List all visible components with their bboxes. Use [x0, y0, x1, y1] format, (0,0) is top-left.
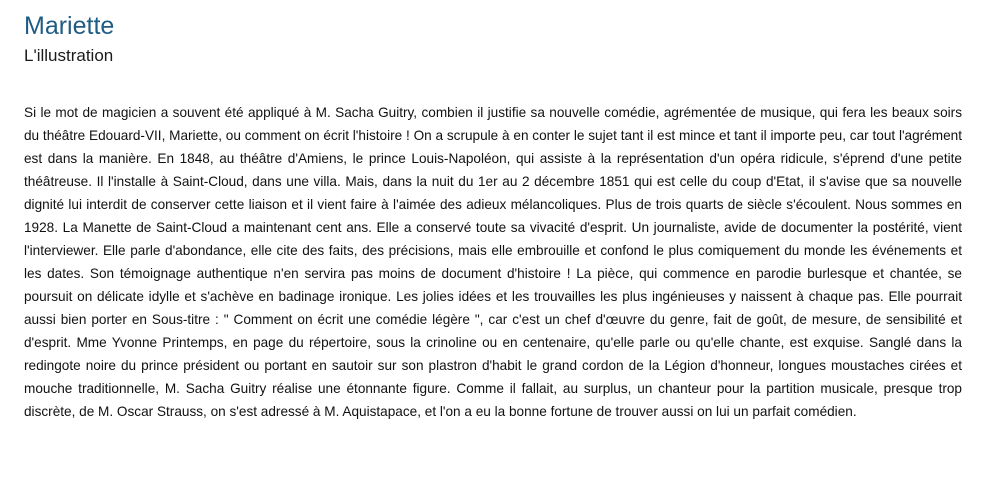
document-title: Mariette [24, 12, 115, 40]
document-page [24, 10, 962, 423]
document-subtitle: L'illustration [24, 46, 114, 65]
document-body-paragraph: Si le mot de magicien a souvent été appliqué à M. Sacha Guitry, combien il justifie sa nouvelle comédie, agrémentée de musique, qui fera les beaux soirs du théâtre Edouard-VII, Mariette, ou comment on écrit l'histoire ! On a scrupule à en conter le sujet tant il est mince et tant il importe peu, car tout l'agrément est dans la manière. En 1848, au théâtre d'Amiens, le prince Louis-Napoléon, qui assiste à la représentation d'un opéra ridicule, s'éprend d'une petite théâtreuse. Il l'installe à Saint-Cloud, dans une villa. Mais, dans la nuit du 1er au 2 décembre 1851 qui est celle du coup d'Etat, il s'avise que sa nouvelle dignité lui interdit de conserver cette liaison et il vient faire à l'aimée des adieux mélancoliques. Plus de trois quarts de siècle s'écoulent. Nous sommes en 1928. La Manette de Saint-Cloud a maintenant cent ans. Elle a conservé toute sa vivacité d'esprit. Un journaliste, avide de documenter la postérité, vient l'interviewer. Elle parle d'abondance, elle cite des faits, des précisions, mais elle embrouille et confond le plus comiquement du monde les événements et les dates. Son témoignage authentique n'en servira pas moins de document d'histoire ! La pièce, qui commence en parodie burlesque et chantée, se poursuit on délicate idylle et s'achève en badinage ironique. Les jolies idées et les trouvailles les plus ingénieuses y naissent à chaque pas. Elle pourrait aussi bien porter en Sous-titre : " Comment on écrit une comédie légère ", car c'est un chef d'œuvre du genre, fait de goût, de mesure, de sensibilité et d'esprit. Mme Yvonne Printemps, en page du répertoire, sous la crinoline ou en centenaire, qu'elle parle ou qu'elle chante, est exquise. Sanglé dans la redingote noire du prince président ou portant en sautoir sur son plastron d'habit le grand cordon de la Légion d'honneur, longues moustaches cirées et mouche traditionnelle, M. Sacha Guitry réalise une étonnante figure. Comme il fallait, au surplus, un chanteur pour la partition musicale, presque trop discrète, de M. Oscar Strauss, on s'est adressé à M. Aquistapace, et l'on a eu la bonne fortune de trouver aussi on lui un parfait comédien. [24, 105, 962, 419]
